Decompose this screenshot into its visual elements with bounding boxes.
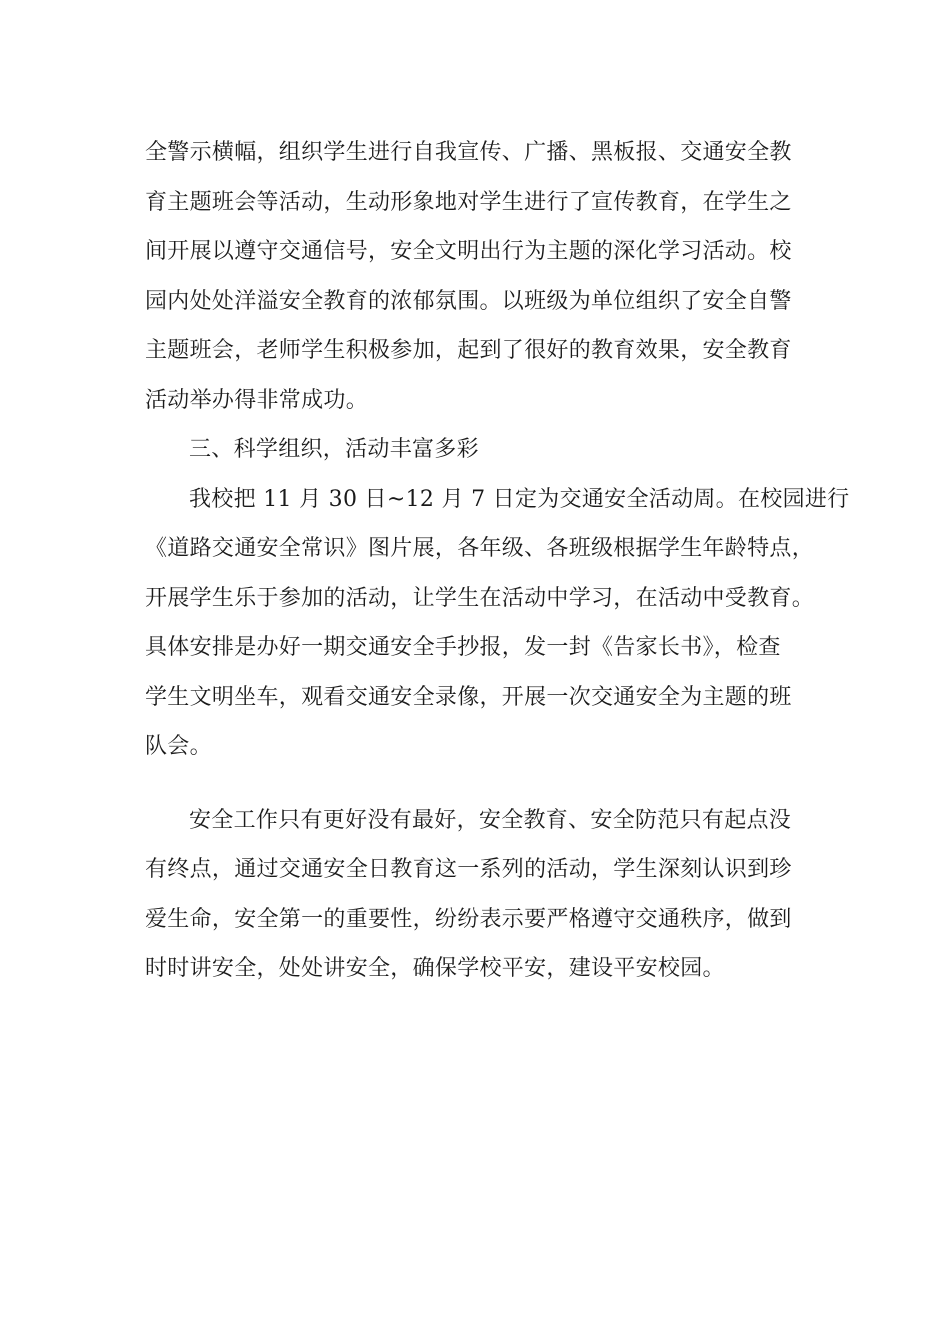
text-line: 具体安排是办好一期交通安全手抄报，发一封《告家长书》，检查 bbox=[145, 635, 781, 660]
text-line: 全警示横幅，组织学生进行自我宣传、广播、黑板报、交通安全教 bbox=[145, 140, 792, 165]
paragraph-spacer bbox=[145, 772, 815, 796]
text-line: 时时讲安全，处处讲安全，确保学校平安，建设平安校园。 bbox=[145, 956, 725, 981]
section-heading: 三、科学组织，活动丰富多彩 bbox=[189, 437, 479, 462]
text-line: 活动举办得非常成功。 bbox=[145, 387, 369, 413]
document-body bbox=[145, 128, 850, 994]
text-line: 《道路交通安全常识》图片展，各年级、各班级根据学生年龄特点， bbox=[145, 536, 815, 561]
text-line: 安全工作只有更好没有最好，安全教育、安全防范只有起点没 bbox=[189, 807, 792, 833]
text-line: 学生文明坐车，观看交通安全录像，开展一次交通安全为主题的班 bbox=[145, 684, 792, 710]
paragraph-1 bbox=[145, 128, 815, 425]
text-line: 开展学生乐于参加的活动，让学生在活动中学习，在活动中受教育。 bbox=[145, 585, 815, 611]
paragraph-3 bbox=[145, 796, 815, 994]
text-line: 间开展以遵守交通信号，安全文明出行为主题的深化学习活动。校 bbox=[145, 239, 792, 264]
text-line: 育主题班会等活动，生动形象地对学生进行了宣传教育，在学生之 bbox=[145, 189, 792, 215]
text-line: 主题班会，老师学生积极参加，起到了很好的教育效果，安全教育 bbox=[145, 338, 792, 363]
text-line: 我校把 11 月 30 日~12 月 7 日定为交通安全活动周。在校园进行 bbox=[189, 486, 850, 512]
text-line: 爱生命，安全第一的重要性，纷纷表示要严格遵守交通秩序，做到 bbox=[145, 906, 792, 932]
paragraph-2 bbox=[145, 475, 850, 772]
text-line: 园内处处洋溢安全教育的浓郁氛围。以班级为单位组织了安全自警 bbox=[145, 288, 792, 314]
text-line: 有终点，通过交通安全日教育这一系列的活动，学生深刻认识到珍 bbox=[145, 857, 792, 882]
text-line: 队会。 bbox=[145, 734, 212, 759]
